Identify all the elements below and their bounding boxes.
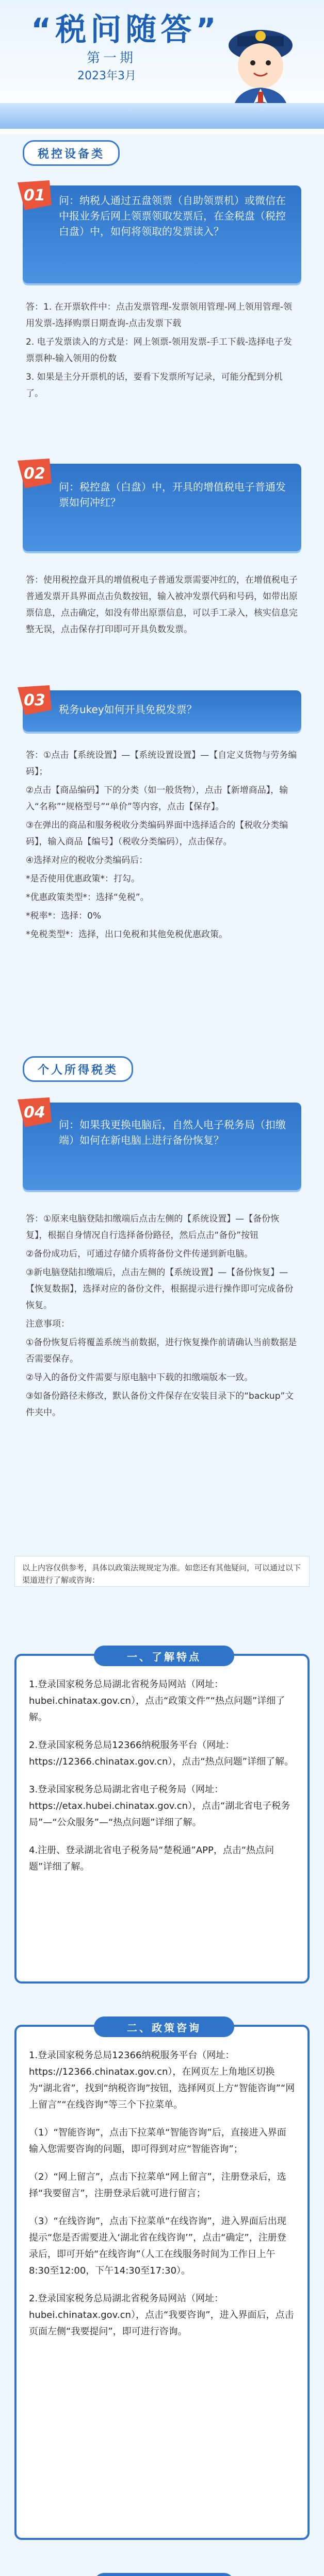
issue-title: “税问随答” <box>31 12 220 48</box>
section-header-invoice <box>23 140 120 166</box>
box-title-consult: 二、政策咨询 <box>94 2016 234 2037</box>
issue-number: 第一期 <box>87 50 137 66</box>
answer-paragraph: 答：使用税控盘开具的增值税电子普通发票需要冲红的，在增值税电子普通发票开具界面点击负数按钮，输入被冲发票代码和号码，如带出原票信息，点击确定，如没有带出原票信息，可以手工录入，核实信息完整无误，点击保存打印即可开具负数发票。 <box>26 575 298 635</box>
question-text: 问：如果我更换电脑后，自然人电子税务局（扣缴端）如何在新电脑上进行备份恢复？ <box>59 1118 286 1146</box>
channel-item: （1）“智能咨询”，点击下拉菜单“智能咨询”后，直接进入界面输入您需要咨询的问题，即可得到对应“智能咨询”； <box>29 2127 286 2155</box>
answer-paragraph: *是否使用优惠政策*：打勾。 <box>26 874 140 884</box>
box-title-report <box>94 2573 234 2576</box>
box-body-consult <box>29 2047 295 2351</box>
question-card-3 <box>23 690 301 732</box>
answer-paragraph: ③如备份路径未修改，默认备份文件保存在安装目录下的“backup”文件夹中。 <box>26 1391 294 1418</box>
badge-number: 02 <box>24 465 45 483</box>
question-card-1 <box>23 185 301 283</box>
channel-item: 2.登录国家税务总局湖北省税务局网站（网址：hubei.chinatax.gov.cn），点击“我要咨询”，进入界面后，点击页面左侧“我要提问”，即可进行咨询。 <box>29 2293 294 2337</box>
answer-paragraph: 注意事项： <box>26 1319 70 1329</box>
answer-paragraph: 2. 电子发票读入的方式是：网上领票-领用发票-手工下载-选择电子发票票种-输入领用的份数 <box>26 337 293 364</box>
box-title-learn: 一、了解特点 <box>94 1646 234 1666</box>
badge-number: 01 <box>24 187 45 205</box>
badge-number: 04 <box>24 1104 45 1122</box>
section-title-personal: 个人所得税类 <box>38 1063 119 1077</box>
answer-paragraph: 答：①点击【系统设置】—【系统设置设置】—【自定义货物与劳务编码】； <box>26 750 297 777</box>
answer-paragraph: ②导入的备份文件需要与原电脑中下载的扣缴端版本一致。 <box>26 1372 253 1383</box>
disclaimer-text: 以上内容仅供参考，具体以政策法规规定为准。如您还有其他疑问，可以通过以下渠道进行了解或咨询： <box>22 1563 301 1585</box>
info-box-learn <box>14 1650 310 1984</box>
answer-paragraph: *税率*：选择：0% <box>26 911 101 921</box>
channel-item: 3.登录国家税务总局湖北省电子税务局（网址：https://etax.hubei.chinatax.gov.cn），点击“湖北省电子税务局”—“公众服务”—“热点问题”详细了解。 <box>29 1784 290 1828</box>
question-text: 税务ukey如何开具免税发票？ <box>59 703 197 716</box>
channel-item: （3）“在线咨询”，点击下拉菜单“在线咨询”，进入界面后出现提示“您是否需要进入‘湖北省在线咨询’”，点击“确定”，注册登录后，即可开始“在线咨询”（人工在线服务时间为工作日上午8:30至12:00，下午14:30至17:30）。 <box>29 2216 286 2276</box>
section-title-invoice: 税控设备类 <box>38 147 105 161</box>
question-text: 问：税控盘（白盘）中，开具的增值税电子普通发票如何冲红？ <box>59 481 286 509</box>
disclaimer-notice <box>14 1556 310 1587</box>
header-wave <box>0 103 324 129</box>
question-card-4 <box>23 1103 301 1190</box>
answer-paragraph: 3. 如果是主分开票机的话，要看下发票所写记录，可能分配到分机了。 <box>26 372 283 399</box>
question-card-2 <box>23 464 301 551</box>
channel-item: 1.登录国家税务总局12366纳税服务平台（网址：https://12366.chinatax.gov.cn），在网页左上角地区切换为“湖北省”，找到“纳税咨询”按钮，选择网页上方“智能咨询”“网上留言”“在线咨询”等三个下拉菜单。 <box>29 2050 295 2110</box>
answer-1 <box>26 299 299 404</box>
answer-paragraph: ②备份成功后，可通过存储介质将备份文件传递到新电脑。 <box>26 1249 253 1259</box>
info-box-consult <box>14 2021 310 2540</box>
channel-item: 4.注册、登录湖北省电子税务局“楚税通”APP，点击“热点问题”详细了解。 <box>29 1845 274 1872</box>
header-banner <box>0 0 324 134</box>
answer-paragraph: ④选择对应的税收分类编码后： <box>26 855 148 866</box>
section-header-personal <box>23 1056 133 1082</box>
channel-item: （2）“网上留言”，点击下拉菜单“网上留言”，注册登录后，选择“我要留言”，注册登录后就可进行留言； <box>29 2172 286 2199</box>
answer-paragraph: ③在弹出的商品和服务税收分类编码界面中选择适合的【税收分类编码】，输入商品【编号】（税收分类编码），点击保存。 <box>26 820 288 847</box>
answer-paragraph: ①备份恢复后将覆盖系统当前数据，进行恢复操作前请确认当前数据是否需要保存。 <box>26 1337 297 1364</box>
answer-2 <box>26 572 299 640</box>
box-body-learn <box>29 1676 295 1887</box>
answer-paragraph: 答：1. 在开票软件中：点击发票管理-发票领用管理-网上领用管理-领用发票-选择购票日期查询-点击发票下载 <box>26 302 293 329</box>
answer-3 <box>26 747 299 945</box>
issue-date: 2023年3月 <box>77 70 136 82</box>
answer-paragraph: ②点击【商品编码】下的分类（如一般货物），点击【新增商品】，输入“名称”“规格型号”“单价”等内容，点击【保存】。 <box>26 785 288 812</box>
channel-item: 1.登录国家税务总局湖北省税务局网站（网址：hubei.chinatax.gov.cn），点击“政策文件”“热点问题”详细了解。 <box>29 1679 285 1723</box>
answer-paragraph: 答：①原来电脑登陆扣缴端后点击左侧的【系统设置】—【备份恢复】，根据自身情况自行选择备份路径，然后点击“备份”按钮 <box>26 1214 280 1241</box>
answer-paragraph: ③新电脑登陆扣缴端后，点击左侧的【系统设置】—【备份恢复】—【恢复数据】，选择对应的备份文件，根据提示进行操作即可完成备份恢复。 <box>26 1267 294 1311</box>
answer-paragraph: *免税类型*：选择，出口免税和其他免税优惠政策。 <box>26 929 228 940</box>
question-text: 问：纳税人通过五盘领票（自助领票机）或微信在中报业务后网上领票领取发票后，在金税盘（税控白盘）中，如何将领取的发票读入？ <box>59 194 286 238</box>
answer-paragraph: *优惠政策类型*：选择“免税”。 <box>26 892 149 903</box>
badge-number: 03 <box>24 691 45 709</box>
tax-officer-mascot-icon <box>217 9 304 117</box>
answer-4 <box>26 1211 299 1423</box>
channel-item: 2.登录国家税务总局12366纳税服务平台（网址：https://12366.chinatax.gov.cn），点击“热点问题”详细了解。 <box>29 1740 294 1767</box>
